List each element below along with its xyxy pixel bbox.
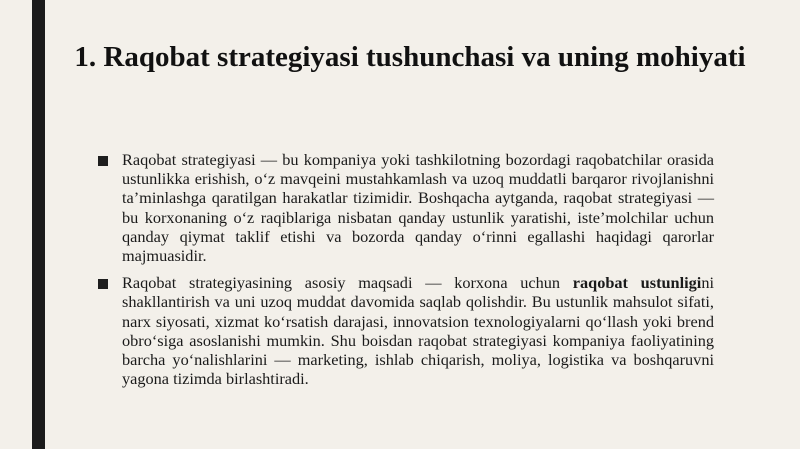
bullet-text <box>122 150 714 265</box>
bullet-item-goal <box>97 273 714 388</box>
left-accent-bar <box>32 0 45 449</box>
slide-title: 1. Raqobat strategiyasi tushunchasi va uning mohiyati <box>74 41 746 73</box>
bullet-text <box>122 273 714 388</box>
bullet-square-icon <box>98 156 108 166</box>
bullet-text-part: Raqobat strategiyasi — bu kompaniya yoki tashkilotning bozordagi raqobatchilar orasida ustunlikka erishish, o‘z mavqeini mustahkamlash va uzoq muddatli barqaror rivojlanishni ta’minlashga qaratilgan harakatlar tizimidir. Boshqacha aytganda, raqobat strategiyasi — bu korxonaning o‘z raqiblariga nisbatan qanday ustunlik yaratishi, iste’molchilar uchun qanday qiymat taklif etishi va bozorda qanday o‘rinni egallashi haqidagi qarorlar majmuasidir. <box>122 150 714 266</box>
bullet-text-part: ni shakllantirish va uni uzoq muddat davomida saqlab qolishdir. Bu ustunlik mahsulot sifati, narx siyosati, xizmat ko‘rsatish darajasi, innovatsion texnologiyalarni qo‘llash yoki brend obro‘siga asoslanishi mumkin. Shu boisdan raqobat strategiyasi kompaniya faoliyatining barcha yo‘nalishlarini — marketing, ishlab chiqarish, moliya, logistika va boshqaruvni yagona tizimda birlashtiradi. <box>122 273 714 389</box>
bullet-list <box>97 150 714 388</box>
bullet-bold-term: raqobat ustunligi <box>572 273 702 293</box>
bullet-square-icon <box>98 279 108 289</box>
bullet-text-part: Raqobat strategiyasining asosiy maqsadi — korxona uchun <box>122 273 573 293</box>
bullet-item-definition <box>97 150 714 265</box>
